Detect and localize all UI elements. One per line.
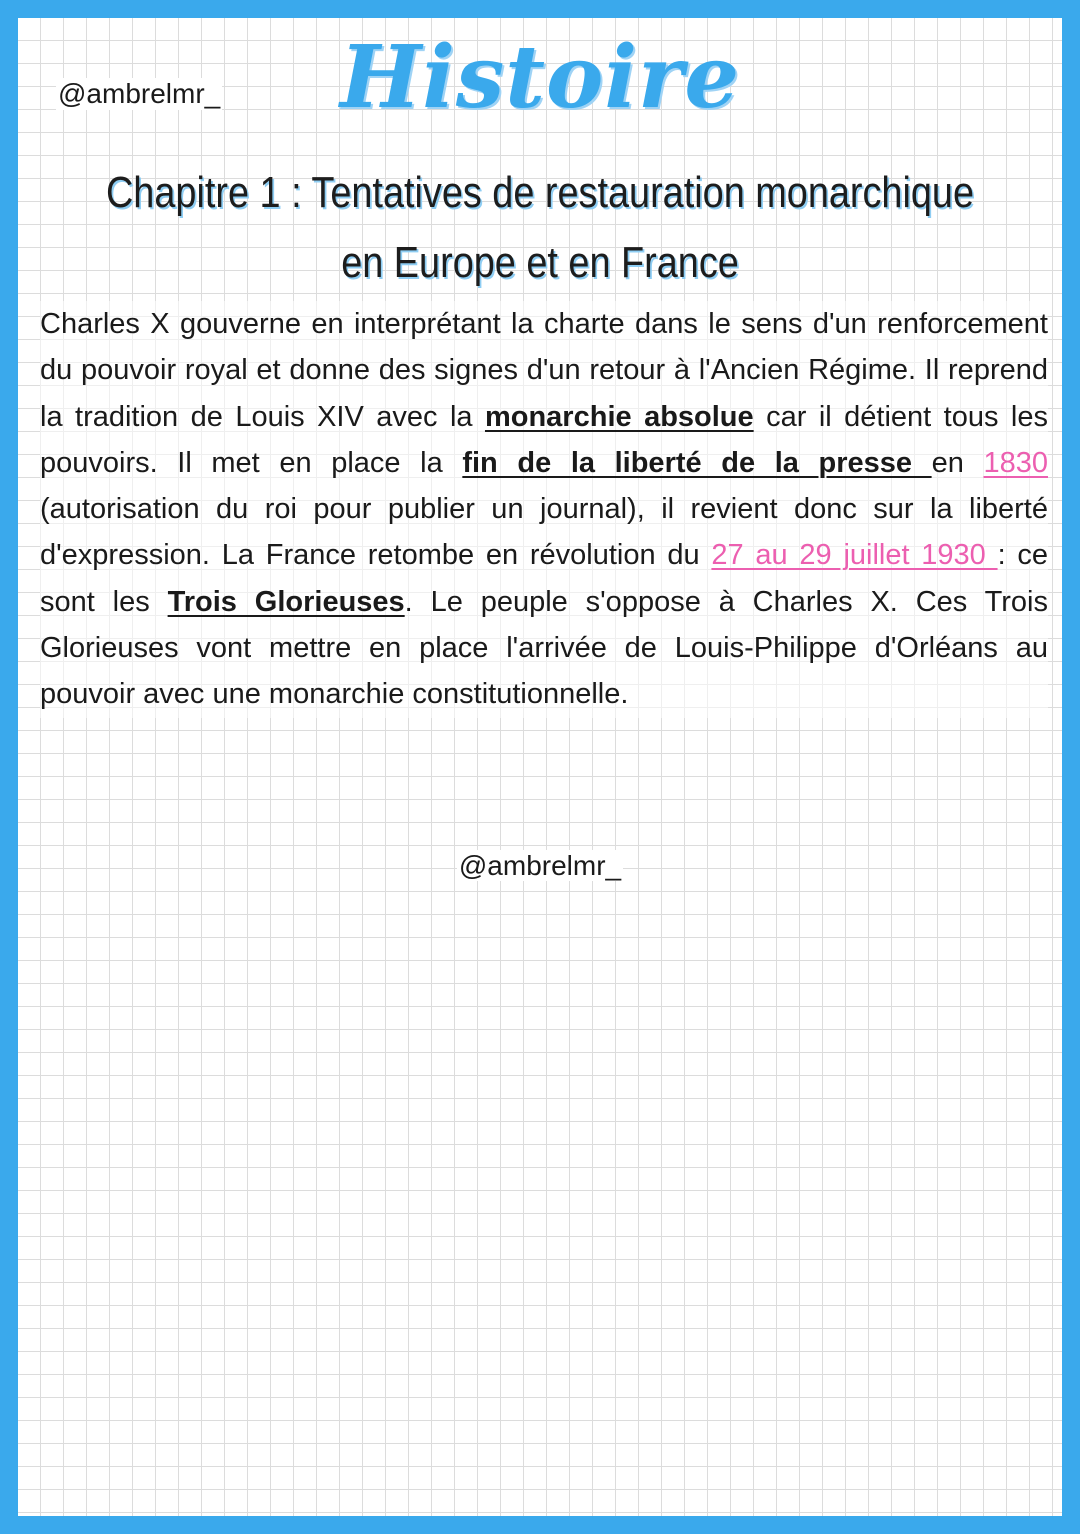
text-segment: Charles X gouverne en interprétant la charte dans le sens d'un renforcement du pouvoir royal et donne des signes d'un retour à l'Ancien Régime. Il reprend la tradition de Louis XIV avec la xyxy=(40,308,1048,433)
author-handle-center xyxy=(18,850,1062,882)
text-segment: car il détient tous les pouvoirs. Il met en place la xyxy=(40,400,1048,479)
keyword-fin-liberte-presse: fin de la liberté de la presse xyxy=(462,446,932,479)
text-segment: en xyxy=(931,446,984,479)
keyword-trois-glorieuses: Trois Glorieuses xyxy=(167,585,405,618)
author-handle-top: @ambrelmr_ xyxy=(58,78,221,109)
date-1830: 1830 xyxy=(983,446,1048,479)
lesson-paragraph xyxy=(40,301,1048,718)
notebook-page xyxy=(18,18,1062,1516)
text-segment: : ce sont les xyxy=(40,539,1049,618)
subject-title: Histoire xyxy=(339,27,741,128)
date-trois-glorieuses: 27 au 29 juillet 1930 xyxy=(711,539,998,572)
author-handle-center-text: @ambrelmr_ xyxy=(458,850,622,881)
chapter-title: Chapitre 1 : Tentatives de restauration monarchique en Europe et en France xyxy=(105,168,975,287)
keyword-monarchie-absolue: monarchie absolue xyxy=(484,400,754,433)
text-segment: . Le peuple s'oppose à Charles X. Ces Trois Glorieuses vont mettre en place l'arrivée de Louis-Philippe d'Orléans au pouvoir avec une monarchie constitutionnelle. xyxy=(40,585,1048,711)
text-segment: (autorisation du roi pour publier un journal), il revient donc sur la liberté d'expression. La France retombe en révolution du xyxy=(40,493,1048,572)
